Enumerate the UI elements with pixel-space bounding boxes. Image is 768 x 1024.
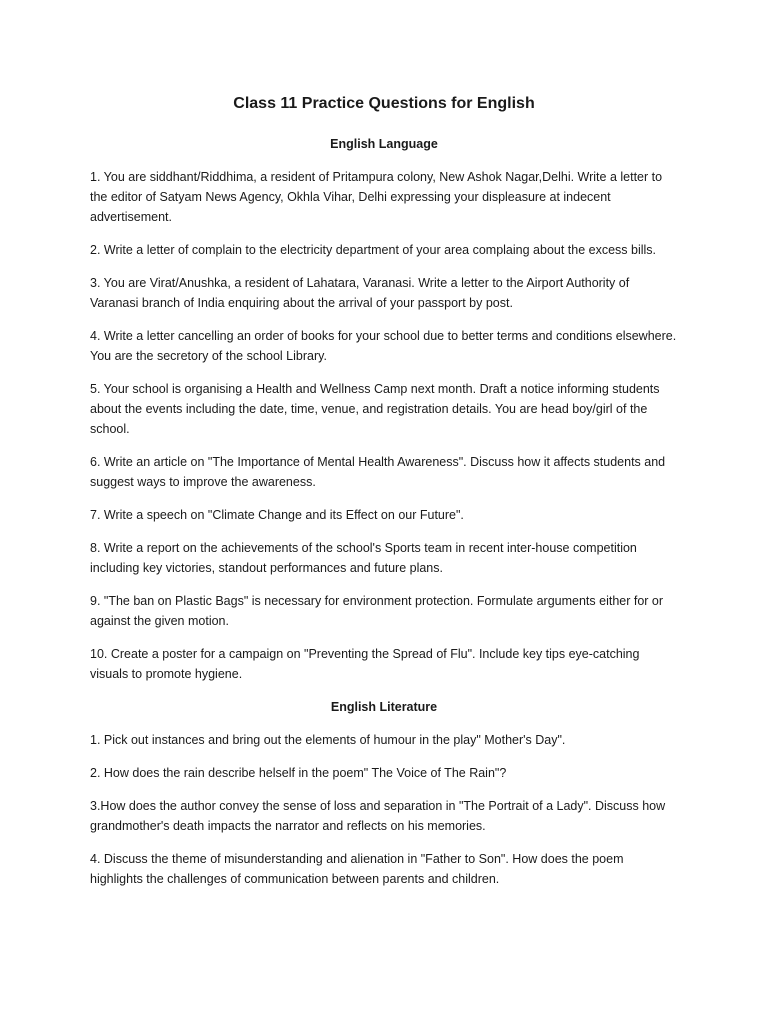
literature-question-3: 3.How does the author convey the sense of loss and separation in "The Portrait of a Lady". Discuss how grandmother's death impacts the narrator and reflects on his memories. <box>90 799 666 833</box>
language-question-10: 10. Create a poster for a campaign on "Preventing the Spread of Flu". Include key tips eye-catching visuals to promote hygiene. <box>90 647 640 681</box>
page-title: Class 11 Practice Questions for English <box>233 95 535 112</box>
literature-question-1: 1. Pick out instances and bring out the elements of humour in the play" Mother's Day". <box>90 733 566 747</box>
language-question-8: 8. Write a report on the achievements of the school's Sports team in recent inter-house competition including key victories, standout performances and future plans. <box>90 541 637 575</box>
language-question-2: 2. Write a letter of complain to the electricity department of your area complaing about the excess bills. <box>90 243 657 257</box>
literature-question-4: 4. Discuss the theme of misunderstanding and alienation in "Father to Son". How does the poem highlights the challenges of communication between parents and children. <box>90 852 624 886</box>
section-heading-english-language: English Language <box>330 137 438 151</box>
language-question-1: 1. You are siddhant/Riddhima, a resident of Pritampura colony, New Ashok Nagar,Delhi. Write a letter to the editor of Satyam News Agency, Okhla Vihar, Delhi expressing your displeasure at indecent advertisement. <box>90 170 663 224</box>
literature-question-2: 2. How does the rain describe helself in the poem" The Voice of The Rain"? <box>90 766 507 780</box>
section-heading-english-literature: English Literature <box>330 700 438 714</box>
language-question-4: 4. Write a letter cancelling an order of books for your school due to better terms and conditions elsewhere. You are the secretory of the school Library. <box>90 329 677 363</box>
language-question-5: 5. Your school is organising a Health and Wellness Camp next month. Draft a notice informing students about the events including the date, time, venue, and registration details. You are head boy/girl of the school. <box>90 382 660 436</box>
language-question-7: 7. Write a speech on "Climate Change and its Effect on our Future". <box>90 508 464 522</box>
language-question-9: 9. "The ban on Plastic Bags" is necessary for environment protection. Formulate arguments either for or against the given motion. <box>90 594 664 628</box>
language-question-6: 6. Write an article on "The Importance of Mental Health Awareness". Discuss how it affects students and suggest ways to improve the awareness. <box>90 455 666 489</box>
language-question-3: 3. You are Virat/Anushka, a resident of Lahatara, Varanasi. Write a letter to the Airport Authority of Varanasi branch of India enquiring about the arrival of your passport by post. <box>90 276 630 310</box>
